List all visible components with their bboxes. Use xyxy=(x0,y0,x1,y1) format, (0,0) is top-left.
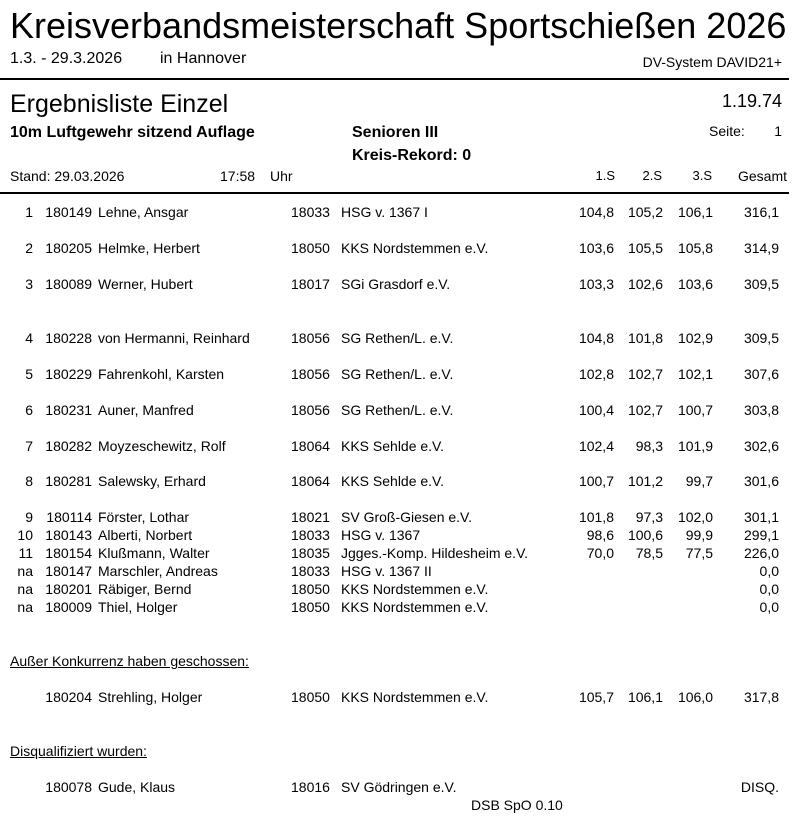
cell-s3: 105,8 xyxy=(677,240,713,256)
cell-rank: 8 xyxy=(25,473,33,489)
stand-date: Stand: 29.03.2026 xyxy=(10,168,125,184)
cell-club: SGi Grasdorf e.V. xyxy=(341,276,451,292)
cell-club: KKS Nordstemmen e.V. xyxy=(341,581,489,597)
cell-club: SG Rethen/L. e.V. xyxy=(341,330,454,346)
cell-start: 180143 xyxy=(45,527,92,543)
cell-s2: 98,3 xyxy=(635,438,663,454)
cell-total: 309,5 xyxy=(743,276,779,292)
cell-vnr: 18033 xyxy=(291,563,330,579)
cell-vnr: 18064 xyxy=(291,473,330,489)
cell-start: 180201 xyxy=(45,581,92,597)
column-header-s2: 2.S xyxy=(642,168,662,183)
cell-s3: 102,1 xyxy=(677,366,713,382)
table-row xyxy=(0,472,799,490)
cell-s1: 103,6 xyxy=(578,240,614,256)
cell-club: HSG v. 1367 II xyxy=(341,563,432,579)
cell-club: SV Gödringen e.V. xyxy=(341,779,457,795)
table-row xyxy=(0,526,799,544)
cell-s3: 77,5 xyxy=(685,545,713,561)
cell-s1: 105,7 xyxy=(578,689,614,705)
cell-name: Förster, Lothar xyxy=(98,509,190,525)
cell-s2: 101,8 xyxy=(627,330,663,346)
cell-vnr: 18016 xyxy=(291,779,330,795)
cell-rank: 9 xyxy=(25,509,33,525)
cell-rank: 1 xyxy=(25,204,33,220)
cell-total: 0,0 xyxy=(759,563,779,579)
cell-club: KKS Nordstemmen e.V. xyxy=(341,599,489,615)
cell-vnr: 18017 xyxy=(291,276,330,292)
cell-start: 180282 xyxy=(45,438,92,454)
cell-start: 180231 xyxy=(45,402,92,418)
cell-start: 180149 xyxy=(45,204,92,220)
cell-total: 307,6 xyxy=(743,366,779,382)
cell-vnr: 18033 xyxy=(291,527,330,543)
cell-name: von Hermanni, Reinhard xyxy=(98,330,250,346)
discipline-label: 10m Luftgewehr sitzend Auflage xyxy=(10,124,255,141)
cell-vnr: 18021 xyxy=(291,509,330,525)
cell-name: Salewsky, Erhard xyxy=(98,473,206,489)
table-row xyxy=(0,365,799,383)
cell-start: 180089 xyxy=(45,276,92,292)
cell-start: 180205 xyxy=(45,240,92,256)
cell-vnr: 18064 xyxy=(291,438,330,454)
cell-total: 0,0 xyxy=(759,599,779,615)
cell-rank: 5 xyxy=(25,366,33,382)
cell-vnr: 18033 xyxy=(291,204,330,220)
table-row xyxy=(0,437,799,455)
cell-club: KKS Sehlde e.V. xyxy=(341,438,445,454)
cell-s2: 102,6 xyxy=(627,276,663,292)
record-label: Kreis-Rekord: 0 xyxy=(352,147,472,164)
cell-start: 180281 xyxy=(45,473,92,489)
column-header-total: Gesamt xyxy=(737,168,787,184)
cell-s3: 102,9 xyxy=(677,330,713,346)
cell-s2: 102,7 xyxy=(627,366,663,382)
cell-rank: 4 xyxy=(25,330,33,346)
cell-club: HSG v. 1367 xyxy=(341,527,421,543)
cell-rank: 10 xyxy=(17,527,33,543)
cell-s2: 78,5 xyxy=(635,545,663,561)
page-label: Seite: xyxy=(709,123,745,139)
cell-total: 302,6 xyxy=(743,438,779,454)
cell-vnr: 18035 xyxy=(291,545,330,561)
table-row xyxy=(0,329,799,347)
cell-start: 180228 xyxy=(45,330,92,346)
cell-rank: 2 xyxy=(25,240,33,256)
cell-name: Marschler, Andreas xyxy=(98,563,218,579)
cell-s2: 102,7 xyxy=(627,402,663,418)
cell-s1: 103,3 xyxy=(578,276,614,292)
table-row xyxy=(0,275,799,293)
cell-total: DISQ. xyxy=(740,779,779,795)
cell-rank: 7 xyxy=(25,438,33,454)
cell-total: 301,6 xyxy=(743,473,779,489)
cell-start: 180078 xyxy=(45,779,92,795)
cell-name: Auner, Manfred xyxy=(98,402,194,418)
cell-name: Fahrenkohl, Karsten xyxy=(98,366,225,382)
cell-s2: 97,3 xyxy=(635,509,663,525)
cell-total: 301,1 xyxy=(743,509,779,525)
cell-club: KKS Nordstemmen e.V. xyxy=(341,240,489,256)
cell-club: Jgges.-Komp. Hildesheim e.V. xyxy=(341,545,529,561)
cell-club: SG Rethen/L. e.V. xyxy=(341,366,454,382)
cell-name: Helmke, Herbert xyxy=(98,240,200,256)
list-title: Ergebnisliste Einzel xyxy=(10,90,229,118)
cell-name: Gude, Klaus xyxy=(98,779,176,795)
cell-club: SV Groß-Giesen e.V. xyxy=(341,509,472,525)
cell-name: Moyzeschewitz, Rolf xyxy=(98,438,226,454)
cell-total: 316,1 xyxy=(743,204,779,220)
cell-total: 309,5 xyxy=(743,330,779,346)
cell-s1: 104,8 xyxy=(578,330,614,346)
cell-s3: 99,9 xyxy=(685,527,713,543)
cell-club: KKS Nordstemmen e.V. xyxy=(341,689,489,705)
column-header-s3: 3.S xyxy=(692,168,712,183)
cell-rank: 6 xyxy=(25,402,33,418)
event-dates: 1.3. - 29.3.2026 xyxy=(10,50,123,67)
ausser-konkurrenz-heading: Außer Konkurrenz haben geschossen: xyxy=(10,653,249,669)
cell-total: 0,0 xyxy=(759,581,779,597)
cell-start: 180147 xyxy=(45,563,92,579)
table-row xyxy=(0,401,799,419)
version-number: 1.19.74 xyxy=(721,91,782,111)
cell-total: 317,8 xyxy=(743,689,779,705)
cell-vnr: 18056 xyxy=(291,402,330,418)
cell-rank: na xyxy=(17,563,33,579)
cell-s2: 100,6 xyxy=(627,527,663,543)
footer-note: DSB SpO 0.10 xyxy=(471,797,563,813)
cell-rank: na xyxy=(17,599,33,615)
cell-s1: 104,8 xyxy=(578,204,614,220)
table-row xyxy=(0,203,799,221)
cell-rank: 11 xyxy=(18,545,33,561)
table-row xyxy=(0,778,799,796)
cell-rank: 3 xyxy=(25,276,33,292)
cell-rank: na xyxy=(17,581,33,597)
cell-s2: 101,2 xyxy=(627,473,663,489)
cell-vnr: 18050 xyxy=(291,240,330,256)
cell-start: 180009 xyxy=(45,599,92,615)
cell-total: 303,8 xyxy=(743,402,779,418)
cell-vnr: 18056 xyxy=(291,366,330,382)
cell-s1: 98,6 xyxy=(586,527,614,543)
cell-total: 314,9 xyxy=(743,240,779,256)
cell-total: 299,1 xyxy=(743,527,779,543)
table-row xyxy=(0,598,799,616)
column-header-s1: 1.S xyxy=(595,168,615,183)
cell-s1: 100,7 xyxy=(578,473,614,489)
cell-vnr: 18050 xyxy=(291,581,330,597)
cell-s1: 70,0 xyxy=(586,545,614,561)
event-location: in Hannover xyxy=(160,50,247,67)
cell-club: SG Rethen/L. e.V. xyxy=(341,402,454,418)
table-row xyxy=(0,580,799,598)
cell-s2: 106,1 xyxy=(627,689,663,705)
cell-club: KKS Sehlde e.V. xyxy=(341,473,445,489)
cell-s1: 100,4 xyxy=(578,402,614,418)
cell-s3: 102,0 xyxy=(677,509,713,525)
cell-vnr: 18050 xyxy=(291,689,330,705)
system-name: DV-System DAVID21+ xyxy=(642,54,782,70)
cell-name: Alberti, Norbert xyxy=(98,527,193,543)
stand-time: 17:58 xyxy=(220,168,256,184)
cell-total: 226,0 xyxy=(743,545,779,561)
table-row xyxy=(0,562,799,580)
cell-start: 180229 xyxy=(45,366,92,382)
cell-s1: 102,4 xyxy=(578,438,614,454)
table-row xyxy=(0,544,799,562)
table-row xyxy=(0,239,799,257)
table-row xyxy=(0,508,799,526)
cell-name: Lehne, Ansgar xyxy=(98,204,189,220)
cell-name: Werner, Hubert xyxy=(98,276,193,292)
page-number: 1 xyxy=(774,123,782,139)
cell-s3: 101,9 xyxy=(677,438,713,454)
header-divider xyxy=(0,78,789,80)
cell-start: 180204 xyxy=(45,689,92,705)
cell-s3: 99,7 xyxy=(685,473,713,489)
cell-s2: 105,5 xyxy=(627,240,663,256)
time-unit: Uhr xyxy=(270,168,293,184)
class-label: Senioren III xyxy=(352,124,439,141)
cell-club: HSG v. 1367 I xyxy=(341,204,428,220)
cell-s3: 106,1 xyxy=(677,204,713,220)
cell-name: Strehling, Holger xyxy=(98,689,203,705)
cell-name: Thiel, Holger xyxy=(98,599,178,615)
cell-start: 180114 xyxy=(46,509,92,525)
cell-name: Klußmann, Walter xyxy=(98,545,210,561)
cell-start: 180154 xyxy=(45,545,92,561)
cell-s3: 100,7 xyxy=(677,402,713,418)
cell-vnr: 18056 xyxy=(291,330,330,346)
cell-s1: 101,8 xyxy=(578,509,614,525)
table-header-divider xyxy=(0,192,789,194)
cell-vnr: 18050 xyxy=(291,599,330,615)
table-row xyxy=(0,688,799,706)
cell-s1: 102,8 xyxy=(578,366,614,382)
cell-s2: 105,2 xyxy=(627,204,663,220)
cell-name: Räbiger, Bernd xyxy=(98,581,192,597)
page-title: Kreisverbandsmeisterschaft Sportschießen 2026 xyxy=(10,5,787,46)
cell-s3: 106,0 xyxy=(677,689,713,705)
disqualified-heading: Disqualifiziert wurden: xyxy=(10,743,147,759)
cell-s3: 103,6 xyxy=(677,276,713,292)
